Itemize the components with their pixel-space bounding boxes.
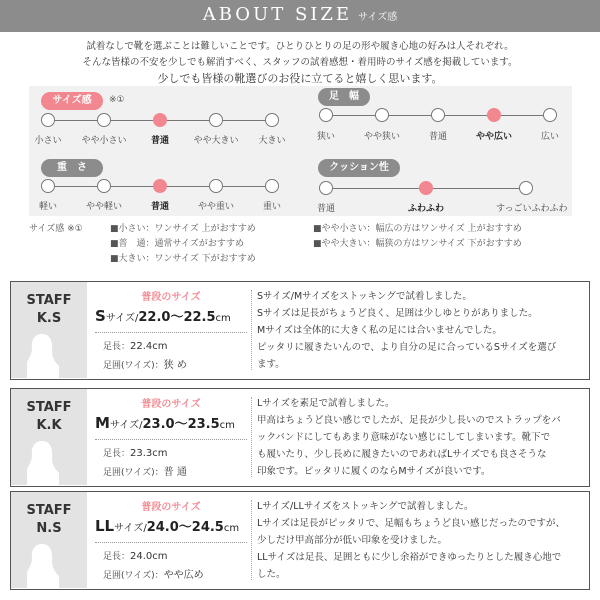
- size-word: サイズ/: [114, 523, 147, 534]
- divider: [95, 332, 247, 333]
- scale-label-size_feel: 普通: [150, 136, 169, 146]
- foot-length-value: 24.0cm: [130, 551, 168, 562]
- divider-vertical: [251, 500, 252, 580]
- foot-length: [103, 446, 168, 459]
- comment-line: ます。: [257, 359, 285, 370]
- size-letter: LL: [95, 517, 115, 535]
- usual-size-value: [95, 413, 235, 432]
- size-letter: S: [95, 307, 106, 325]
- scale-dot-size_feel: [265, 113, 279, 127]
- staff-size-info: [91, 389, 251, 485]
- size-range: 22.0〜22.5: [138, 310, 216, 325]
- foot-width-label: 足囲(ワイズ)：: [103, 468, 164, 478]
- divider: [95, 542, 247, 543]
- scale-dot-cushion: [419, 181, 433, 195]
- scale-label-width: やや広い: [475, 132, 512, 142]
- foot-width: [103, 463, 187, 478]
- scale-dot-weight: [41, 179, 55, 193]
- staff-side: [11, 389, 87, 485]
- scale-dot-size_feel: [153, 113, 167, 127]
- staff-side: [11, 492, 87, 588]
- size-word: サイズ/: [109, 420, 143, 431]
- scale-dot-width: [319, 108, 333, 122]
- scale-label-cushion: ふわふわ: [407, 204, 444, 214]
- foot-width-value: やや広め: [163, 570, 204, 581]
- divider-vertical: [251, 290, 252, 370]
- title-subtitle: サイズ感: [358, 12, 398, 23]
- staff-name: [11, 292, 87, 328]
- scale-dot-width: [487, 108, 501, 122]
- staff-size-info: [91, 492, 251, 588]
- usual-size-label: 普段のサイズ: [141, 292, 201, 303]
- divider: [95, 439, 247, 440]
- person-silhouette-icon: [25, 332, 59, 378]
- comment-line: ックバンドにしてもあまり意味がない感じにしてしまいます。靴下で: [257, 432, 551, 443]
- scale-label-cushion: すっごいふわふわ: [496, 204, 568, 214]
- staff-comment: [257, 498, 587, 583]
- staff-card: [10, 388, 590, 487]
- staff-card: [10, 491, 590, 590]
- scale-dot-width: [431, 108, 445, 122]
- size-unit: cm: [219, 420, 235, 431]
- size-unit: cm: [215, 313, 231, 324]
- legend-right-item: ■やや小さい：幅広の方はワンサイズ 上がおすすめ: [313, 224, 522, 234]
- foot-length: [103, 549, 168, 562]
- usual-size-value: [95, 306, 231, 325]
- scale-dot-width: [375, 108, 389, 122]
- comment-line: 甲高はちょうど良い感じでしたが、足長が少し長いのでストラップをバ: [257, 415, 561, 426]
- foot-width: [103, 566, 204, 581]
- legend-left-item: ■小さい：ワンサイズ 上がおすすめ: [110, 224, 256, 234]
- scale-label-size_feel: やや大きい: [193, 136, 239, 146]
- size-word: サイズ/: [105, 313, 139, 324]
- scale-label-cushion: 普通: [316, 204, 335, 214]
- scale-title-size-feel: サイズ感: [41, 92, 103, 110]
- legend-left-item: ■大きい：ワンサイズ 下がおすすめ: [110, 254, 256, 264]
- scale-label-weight: やや重い: [197, 202, 234, 212]
- comment-line: した。: [257, 569, 286, 580]
- foot-width-value: 狭 め: [163, 360, 187, 371]
- comment-line: 少しだけ甲高部分が低い印象を受けました。: [257, 535, 448, 546]
- staff-initials: K.K: [36, 418, 62, 433]
- usual-size-label: 普段のサイズ: [141, 502, 201, 513]
- foot-width-label: 足囲(ワイズ)：: [103, 571, 164, 581]
- intro-line-3: 少しでも皆様の靴選びのお役に立てると嬉しく思います。: [157, 72, 443, 85]
- scale-label-size_feel: やや小さい: [81, 136, 127, 146]
- staff-comment: [257, 288, 587, 373]
- comment-line: Mサイズは全体的に大きく私の足には合いませんでした。: [257, 325, 502, 336]
- staff-label: STAFF: [26, 400, 72, 415]
- scale-label-weight: やや軽い: [85, 202, 122, 212]
- person-silhouette-icon: [25, 542, 59, 588]
- foot-width: [103, 356, 187, 371]
- page-title: [0, 4, 600, 25]
- scale-title-cushion: クッション性: [318, 159, 400, 177]
- scale-dot-cushion: [519, 181, 533, 195]
- scale-dot-weight: [209, 179, 223, 193]
- staff-label: STAFF: [26, 293, 72, 308]
- staff-side: [11, 282, 87, 378]
- scale-label-width: 普通: [428, 132, 447, 142]
- scale-label-weight: 普通: [150, 202, 169, 212]
- legend-prefix: サイズ感 ※①: [29, 224, 83, 234]
- title-text: ABOUT SIZE: [202, 4, 353, 25]
- staff-name: [11, 502, 87, 538]
- scale-dot-cushion: [319, 181, 333, 195]
- scale-label-size_feel: 小さい: [34, 136, 62, 146]
- scale-dot-size_feel: [41, 113, 55, 127]
- legend-left: [110, 222, 256, 267]
- staff-comment: [257, 395, 587, 480]
- foot-length-value: 22.4cm: [130, 341, 168, 352]
- staff-initials: N.S: [36, 521, 62, 536]
- foot-width-label: 足囲(ワイズ)：: [103, 361, 164, 371]
- staff-card: [10, 281, 590, 380]
- scale-dot-size_feel: [209, 113, 223, 127]
- scale-label-size_feel: 大きい: [258, 136, 286, 146]
- intro-line-1: 試着なしで靴を選ぶことは難しいことです。ひとりひとりの足の形や履き心地の好みは人それぞれ。: [86, 41, 514, 52]
- divider-vertical: [251, 397, 252, 477]
- legend-right-item: ■やや大きい：幅狭の方はワンサイズ 下がおすすめ: [313, 239, 522, 249]
- size-range: 23.0〜23.5: [142, 417, 220, 432]
- scale-dot-weight: [153, 179, 167, 193]
- comment-line: Lサイズ/LLサイズをストッキングで試着しました。: [257, 501, 474, 512]
- size-range: 24.0〜24.5: [146, 520, 224, 535]
- scale-panel: [29, 86, 572, 216]
- usual-size-value: [95, 516, 239, 535]
- usual-size-label: 普段のサイズ: [141, 399, 201, 410]
- comment-line: Sサイズは足長がちょうど良く、足囲は少しゆとりがありました。: [257, 308, 538, 319]
- comment-line: LLサイズは足長、足囲ともに少し余裕ができゆったりとした履き心地で: [257, 552, 562, 563]
- foot-length-value: 23.3cm: [130, 448, 168, 459]
- foot-length-label: 足長：: [103, 552, 131, 562]
- legend-right: [313, 222, 522, 252]
- staff-size-info: [91, 282, 251, 378]
- scale-label-weight: 軽い: [38, 202, 57, 212]
- intro-line-2: そんな皆様の不安を少しでも解消すべく、スタッフの試着感想・着用時のサイズ感を掲載しています。: [82, 57, 518, 68]
- comment-line: 印象です。ピッタリに履くのならMサイズが良いです。: [257, 466, 491, 477]
- foot-width-value: 普 通: [163, 467, 187, 478]
- comment-line: Lサイズは足長がピッタリで、足幅もちょうど良い感じだったのですが、: [257, 518, 565, 529]
- scale-label-width: 広い: [540, 132, 559, 142]
- scale-note: ※①: [109, 95, 125, 105]
- staff-label: STAFF: [26, 503, 72, 518]
- foot-length: [103, 339, 168, 352]
- scale-dot-size_feel: [97, 113, 111, 127]
- scale-title-weight: 重 さ: [41, 159, 103, 177]
- foot-length-label: 足長：: [103, 342, 131, 352]
- legend-left-item: ■普 通：通常サイズがおすすめ: [110, 239, 244, 249]
- staff-initials: K.S: [36, 311, 62, 326]
- person-silhouette-icon: [25, 439, 59, 485]
- comment-line: Sサイズ/Mサイズをストッキングで試着しました。: [257, 291, 472, 302]
- scale-label-weight: 重い: [262, 202, 281, 212]
- foot-length-label: 足長：: [103, 449, 131, 459]
- comment-line: ピッタリに履きたいんので、より自分の足に合っているSサイズを選び: [257, 342, 557, 353]
- comment-line: も履いたり、少し長めに履きたいのであればLサイズでも良さそうな: [257, 449, 547, 460]
- scale-label-width: やや狭い: [363, 132, 400, 142]
- header-bar: [0, 0, 600, 32]
- size-unit: cm: [223, 523, 240, 534]
- comment-line: Lサイズを素足で試着しました。: [257, 398, 395, 409]
- size-letter: M: [95, 414, 110, 432]
- scale-title-width: 足 幅: [318, 88, 370, 106]
- scale-dot-width: [543, 108, 557, 122]
- scale-dot-weight: [265, 179, 279, 193]
- staff-name: [11, 399, 87, 435]
- scale-dot-weight: [97, 179, 111, 193]
- scale-label-width: 狭い: [316, 132, 335, 142]
